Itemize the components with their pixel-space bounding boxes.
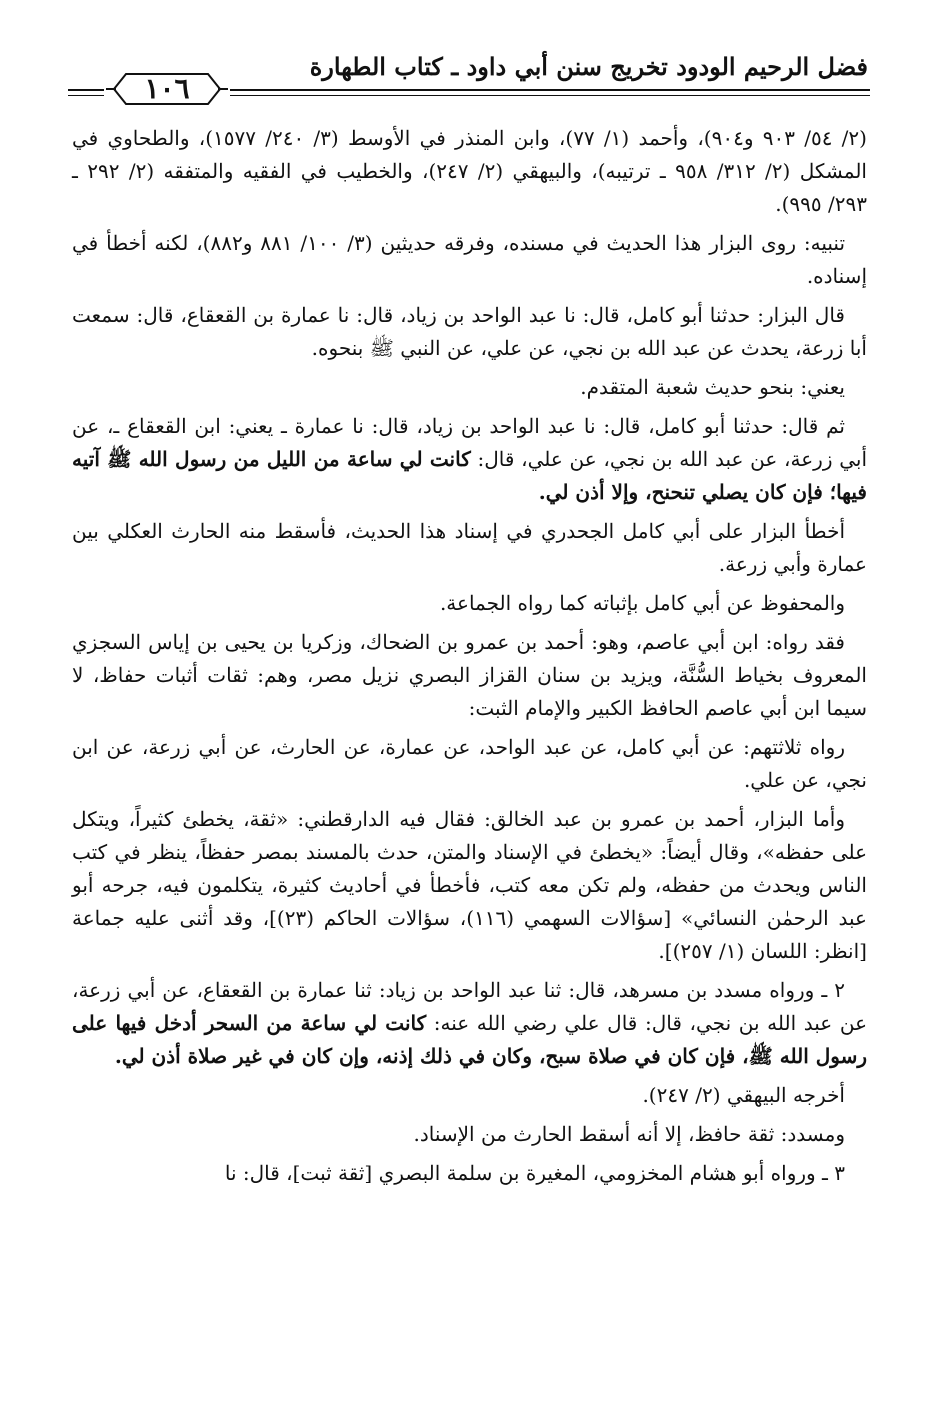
paragraph: قال البزار: حدثنا أبو كامل، قال: نا عبد الواحد بن زياد، قال: نا عمارة بن القعقاع، قال: سمعت أبا زرعة، يحدث عن عبد الله بن نجي، عن علي، عن النبي ﷺ بنحوه. (72, 303, 867, 360)
paragraph: ٣ ـ ورواه أبو هشام المخزومي، المغيرة بن سلمة البصري [ثقة ثبت]، قال: نا (224, 1161, 845, 1185)
paragraph: تنبيه: روى البزار هذا الحديث في مسنده، وفرقه حديثين (٣/ ١٠٠/ ٨٨١ و٨٨٢)، لكنه أخطأ في إسناده. (72, 231, 867, 288)
running-header-title: فضل الرحيم الودود تخريج سنن أبي داود ـ كتاب الطهارة (309, 52, 868, 81)
paragraph: أخرجه البيهقي (٢/ ٢٤٧). (642, 1083, 845, 1107)
paragraph: يعني: بنحو حديث شعبة المتقدم. (580, 375, 845, 399)
main-text (72, 122, 867, 1196)
paragraph: وأما البزار، أحمد بن عمرو بن عبد الخالق: فقال فيه الدارقطني: «ثقة، يخطئ كثيراً، ويتكل على حفظه»، وقال أيضاً: «يخطئ في الإسناد والمتن، حدث بالمسند بمصر حفظاً، ينظر في كتب الناس ويحدث من حفظه، ولم تكن معه كتب، فأخطأ في أحاديث كثيرة، يتكلمون فيه، جرحه أبو عبد الرحمٰن النسائي» [سؤالات السهمي (١١٦)، سؤالات الحاكم (٢٣)]، وقد أثنى عليه جماعة [انظر: اللسان (١/ ٢٥٧)]. (72, 807, 867, 963)
paragraph: والمحفوظ عن أبي كامل بإثباته كما رواه الجماعة. (439, 591, 845, 615)
paragraph: (٢/ ٥٤/ ٩٠٣ و٩٠٤)، وأحمد (١/ ٧٧)، وابن المنذر في الأوسط (٣/ ٢٤٠/ ١٥٧٧)، والطحاوي في المشكل (٢/ ٣١٢/ ٩٥٨ ـ ترتيبه)، والبيهقي (٢/ ٢٤٧)، والخطيب في الفقيه والمتفقه (٢/ ٢٩٢ ـ ٢٩٣/ ٩٩٥). (72, 126, 867, 216)
paragraph: ٢ ـ ورواه مسدد بن مسرهد، قال: ثنا عبد الواحد بن زياد: ثنا عمارة بن القعقاع، عن أبي زرعة، عن عبد الله بن نجي، قال: قال علي رضي الله عنه: كانت لي ساعة من السحر أدخل فيها على رسول الله ﷺ، فإن كان في صلاة سبح، وكان في ذلك إذنه، وإن كان في غير صلاة أذن لي. (72, 978, 868, 1068)
paragraph: ومسدد: ثقة حافظ، إلا أنه أسقط الحارث من الإسناد. (413, 1122, 845, 1146)
paragraph: ثم قال: حدثنا أبو كامل، قال: نا عبد الواحد بن زياد، قال: نا عمارة ـ يعني: ابن القعقاع ـ، عن أبي زرعة، عن عبد الله بن نجي، عن علي، قال: كانت لي ساعة من الليل من رسول الله ﷺ آتيه فيها؛ فإن كان يصلي تنحنح، وإلا أذن لي. (72, 414, 867, 504)
paragraph: أخطأ البزار على أبي كامل الجحدري في إسناد هذا الحديث، فأسقط منه الحارث العكلي بين عمارة وأبي زرعة. (72, 519, 867, 576)
paragraph: رواه ثلاثتهم: عن أبي كامل، عن عبد الواحد، عن عمارة، عن الحارث، عن أبي زرعة، عن ابن نجي، عن علي. (72, 735, 867, 792)
hadith-text: كانت لي ساعة من السحر أدخل فيها على رسول الله ﷺ، فإن كان في صلاة سبح، وكان في ذلك إذنه، وإن كان في غير صلاة أذن لي. (72, 1011, 867, 1068)
paragraph: فقد رواه: ابن أبي عاصم، وهو: أحمد بن عمرو بن الضحاك، وزكريا بن يحيى بن إياس السجزي المعروف بخياط السُّنَّة، ويزيد بن سنان القزاز البصري نزيل مصر، وهم: ثقات أثبات حفاظ، لا سيما ابن أبي عاصم الحافظ الكبير والإمام الثبت: (72, 630, 867, 720)
page-number: ١٠٦ (144, 72, 190, 105)
page-number-ornament (104, 68, 230, 110)
hadith-text: كانت لي ساعة من الليل من رسول الله ﷺ آتيه فيها؛ فإن كان يصلي تنحنح، وإلا أذن لي. (72, 447, 867, 504)
